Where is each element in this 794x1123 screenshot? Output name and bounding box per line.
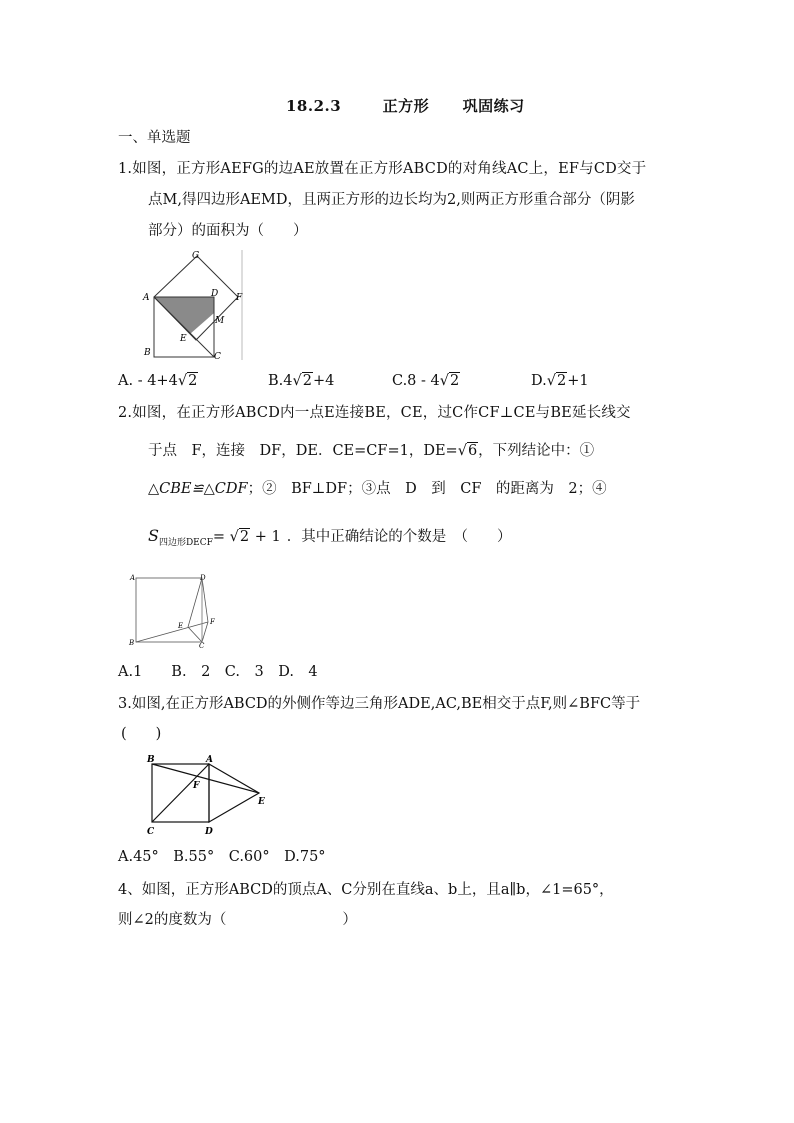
q1-label-m: M (215, 316, 225, 326)
q1-option-d-rad: 2 (556, 373, 567, 389)
q2-line3: △CBE≌△CDF；② BF⊥DF；③点 D 到 CF 的距离为 2；④ (148, 481, 607, 497)
q3-label-f: F (193, 781, 200, 791)
q4-line2: 则∠2的度数为（ ） (118, 912, 357, 928)
q1-option-a: A. - 4+4√2 (118, 373, 198, 389)
q2-rad-2: 2 (239, 529, 250, 545)
q2-label-c: C (199, 642, 205, 648)
q2-rad-6: 6 (467, 443, 478, 459)
q3-label-b: B (147, 755, 155, 765)
q1-line1: 1.如图，正方形AEFG的边AE放置在正方形ABCD的对角线AC上，EF与CD交于 (118, 161, 647, 177)
title-sub: 巩固练习 (462, 97, 525, 115)
q3-options: A.45° B.55° C.60° D.75° (118, 849, 326, 865)
q1-label-d: D (211, 289, 219, 299)
q1-label-a: A (143, 293, 150, 303)
q2-line-de (188, 578, 202, 627)
q3-line2: ( ) (121, 726, 162, 742)
q3-triangle-ade (209, 764, 259, 822)
q3-label-e: E (258, 797, 265, 807)
q1-option-b: B.4√2+4 (268, 373, 335, 389)
q1-label-b: B (144, 348, 151, 358)
q4-line1: 4、如图，正方形ABCD的顶点A、C分别在直线a、b上，且a∥b，∠1=65°， (118, 882, 614, 898)
q2-line4: $S_{四边形DECF}= √2 + 1$ ．其中正确结论的个数是 （ ） (148, 526, 512, 548)
q1-line2: 点M,得四边形AEMD，且两正方形的边长均为2,则两正方形重合部分（阴影 (148, 192, 635, 208)
q1-label-c: C (214, 352, 221, 362)
q3-line1: 3.如图,在正方形ABCD的外侧作等边三角形ADE,AC,BE相交于点F,则∠BFC等于 (118, 696, 641, 712)
q1-option-a-rad: 2 (188, 373, 198, 389)
q2-options: A.1 B. 2 C. 3 D. 4 (118, 664, 318, 680)
q1-label-f: F (236, 293, 243, 303)
q2-label-e: E (178, 622, 184, 630)
title-topic: 正方形 (382, 97, 430, 115)
q1-option-b-rad: 2 (302, 373, 312, 389)
q3-label-a: A (206, 755, 213, 765)
q3-line-ac (152, 764, 209, 822)
q3-label-c: C (147, 827, 155, 837)
q1-figure (140, 248, 252, 362)
q3-label-d: D (205, 827, 213, 837)
q2-square (136, 578, 202, 642)
title-number: 18.2.3 (286, 97, 342, 115)
q2-figure (128, 572, 224, 648)
q1-option-c-rad: 2 (450, 373, 460, 389)
q1-label-e: E (180, 334, 187, 344)
q2-line-df (202, 578, 208, 622)
q2-label-b: B (129, 639, 135, 647)
q1-shaded-region (154, 297, 214, 334)
q2-line1: 2.如图，在正方形ABCD内一点E连接BE，CE，过C作CF⊥CE与BE延长线交 (118, 405, 631, 421)
q2-line2: 于点 F，连接 DF，DE．CE=CF=1，DE=√6，下列结论中：① (148, 443, 595, 459)
q2-line-cf (202, 622, 208, 642)
section-heading: 一、单选题 (118, 130, 191, 146)
q1-option-c: C.8 - 4√2 (392, 373, 460, 389)
q1-option-d: D.√2+1 (531, 373, 589, 389)
q3-figure (143, 752, 271, 838)
q2-line-bf (136, 622, 208, 642)
q2-label-f: F (210, 618, 215, 626)
q1-label-g: G (192, 251, 200, 261)
q2-line-ce (188, 627, 202, 642)
q2-label-d: D (200, 574, 206, 582)
page-title (286, 96, 525, 116)
q1-line3: 部分）的面积为（ ） (148, 223, 308, 239)
q2-label-a: A (130, 574, 136, 582)
